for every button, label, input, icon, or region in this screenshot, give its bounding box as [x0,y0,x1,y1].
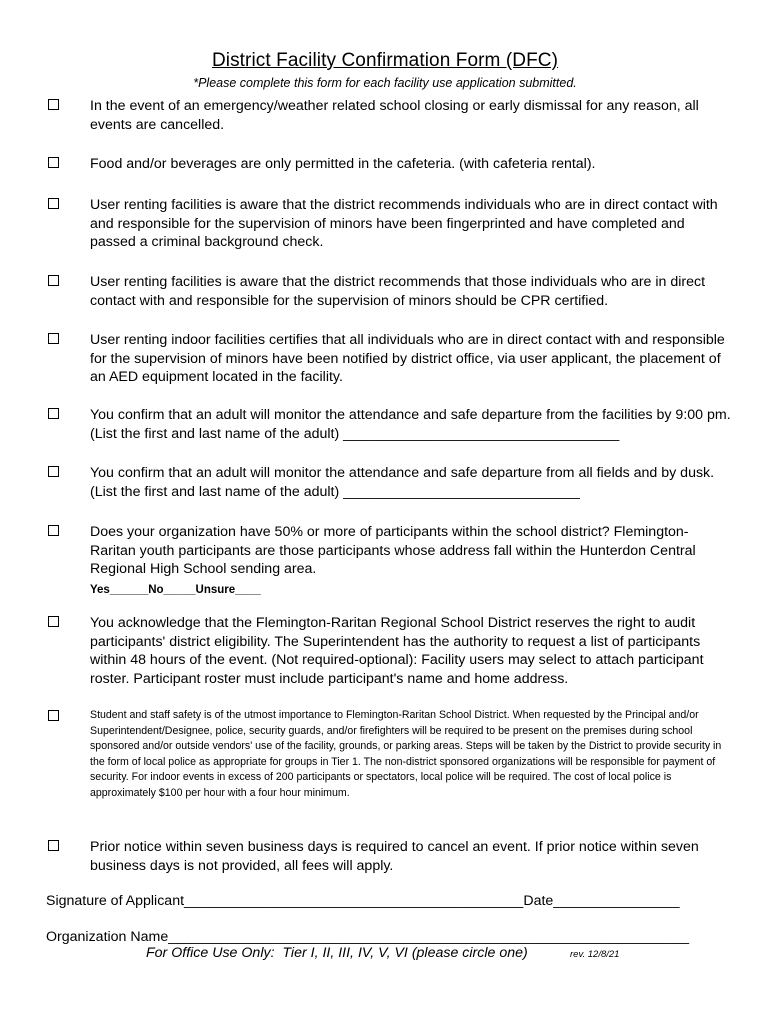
checkbox-9[interactable] [48,616,59,627]
form-title: District Facility Confirmation Form (DFC) [211,50,559,71]
checkbox-10[interactable] [48,710,59,721]
revision-date: rev. 12/8/21 [570,949,620,960]
item-text-6: You confirm that an adult will monitor the attendance and safe departure from the facilities by 9:00 pm. (List the first and last name of the adult) ___________________________________ [90,407,731,442]
signature-date-line[interactable]: Signature of Applicant___________________________________________Date________________ [46,893,680,909]
item-text-1: In the event of an emergency/weather related school closing or early dismissal for any reason, all events are cancelled. [90,98,699,133]
checkbox-3[interactable] [48,198,59,209]
item-text-11: Prior notice within seven business days is required to cancel an event. If prior notice within seven business days is not provided, all fees will apply. [90,839,699,874]
office-use-tier-line: For Office Use Only: Tier I, II, III, IV, V, VI (please circle one) [146,945,528,961]
checkbox-7[interactable] [48,466,59,477]
checkbox-8[interactable] [48,525,59,536]
item-text-8 [90,523,732,599]
item-text-7: You confirm that an adult will monitor the attendance and safe departure from all fields and by dusk. (List the first and last name of the adult) ______________________________ [90,465,715,500]
form-subtitle: *Please complete this form for each facility use application submitted. [193,76,577,90]
organization-name-line[interactable]: Organization Name__________________________________________________________________ [46,929,689,945]
checkbox-1[interactable] [48,99,59,110]
item-text-8-body: Does your organization have 50% or more of participants within the school district? Flemington-Raritan youth participants are those participants whose address fall within the Hunterdon Central Regional High School sending area. [90,524,696,577]
item-text-5: User renting indoor facilities certifies that all individuals who are in direct contact with and responsible for the supervision of minors have been notified by district office, via user applicant, the placement of an AED equipment located in the facility. [90,332,725,385]
item-text-4: User renting facilities is aware that the district recommends that those individuals who are in direct contact with and responsible for the supervision of minors should be CPR certified. [90,274,706,309]
item-text-3: User renting facilities is aware that the district recommends individuals who are in direct contact with and responsible for the supervision of minors have been fingerprinted and have completed and passed a criminal background check. [90,197,718,250]
participation-choices[interactable]: Yes______No_____Unsure____ [90,583,261,596]
item-text-10: Student and staff safety is of the utmost importance to Flemington-Raritan School District. When requested by the Principal and/or Superintendent/Designee, police, security guards, and/or firefighters will be required to be present on the premises during school sponsored and/or outside vendors' use of the facility, grounds, or parking areas. Steps will be taken by the District to provide security in the form of local police as appropriate for groups in Tier 1. The non-district sponsored organizations will be responsible for payment of security. For indoor events in excess of 200 participants or spectators, local police will be required. The cost of local police is approximately $100 per hour with a four hour minimum. [90,709,722,799]
item-text-2: Food and/or beverages are only permitted in the cafeteria. (with cafeteria rental). [90,156,596,172]
checkbox-11[interactable] [48,840,59,851]
checkbox-6[interactable] [48,408,59,419]
item-text-9: You acknowledge that the Flemington-Raritan Regional School District reserves the right to audit participants' district eligibility. The Superintendent has the authority to request a list of participants within 48 hours of the event. (Not required-optional): Facility users may select to attach participant roster. Participant roster must include participant's name and home address. [90,615,704,687]
checkbox-5[interactable] [48,333,59,344]
checkbox-2[interactable] [48,157,59,168]
checkbox-4[interactable] [48,275,59,286]
